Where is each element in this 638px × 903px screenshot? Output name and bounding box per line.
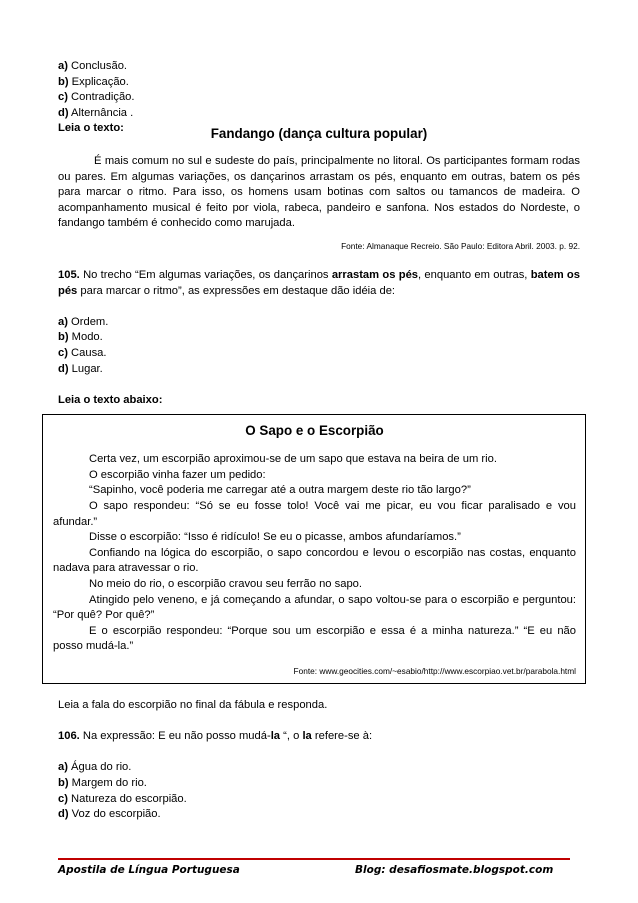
q106-option-d: d) Voz do escorpião. — [58, 808, 161, 821]
fable-line: E o escorpião respondeu: “Porque sou um escorpião e essa é a minha natureza.” “E eu não posso mudá-la.” — [53, 624, 576, 653]
footer-divider — [58, 858, 570, 860]
q104-option-b: b) Explicação. — [58, 75, 129, 88]
fable-line: O sapo respondeu: “Só se eu fosse tolo! Você vai me picar, eu vou ficar paralisado e vou afundar.” — [53, 500, 576, 528]
q104-option-a: a) Conclusão. — [58, 60, 128, 72]
fable-line: “Sapinho, você poderia me carregar até a outra margem deste rio tão largo?” — [89, 484, 471, 497]
q104-option-c: c) Contradição. — [58, 91, 135, 104]
q105-option-d: d) Lugar. — [58, 362, 103, 375]
fable-box — [42, 414, 586, 684]
read-text-label: Leia o texto: — [58, 122, 124, 135]
document-page — [53, 59, 580, 823]
text2-source: Fonte: www.geocities.com/~esabio/http://www.escorpiao.vet.br/parabola.html — [293, 666, 576, 676]
fable-line: No meio do rio, o escorpião cravou seu ferrão no sapo. — [89, 578, 363, 591]
q106-option-c: c) Natureza do escorpião. — [58, 792, 187, 805]
fable-line: Disse o escorpião: “Isso é ridículo! Se eu o picasse, ambos afundaríamos.” — [89, 531, 461, 544]
fable-line: O escorpião vinha fazer um pedido: — [89, 468, 266, 481]
text1-source: Fonte: Almanaque Recreio. São Paulo: Editora Abril. 2003. p. 92. — [341, 240, 580, 251]
text1-title: Fandango (dança cultura popular) — [210, 125, 428, 141]
fable-line: Confiando na lógica do escorpião, o sapo concordou e levou o escorpião nas costas, enquanto nadava para atravessar o rio. — [53, 546, 576, 575]
footer-right-text: Blog: desafiosmate.blogspot.com — [355, 864, 554, 876]
text2-title: O Sapo e o Escorpião — [245, 423, 384, 439]
q104-option-d: d) Alternância . — [58, 106, 134, 119]
instruction: Leia a fala do escorpião no final da fábula e responda. — [58, 699, 328, 711]
q106-question: 106. Na expressão: E eu não posso mudá-la “, o la refere-se à: — [58, 730, 373, 743]
q105-option-b: b) Modo. — [58, 331, 103, 344]
q106-option-a: a) Água do rio. — [58, 761, 132, 774]
fable-line: Certa vez, um escorpião aproximou-se de um sapo que estava na beira de um rio. — [89, 453, 497, 466]
q105-question: 105. No trecho “Em algumas variações, os dançarinos arrastam os pés, enquanto em outras, batem os pés para marcar o ritmo”, as expressões em destaque dão idéia de: — [58, 268, 580, 297]
q105-option-a: a) Ordem. — [58, 315, 109, 328]
text1-body: É mais comum no sul e sudeste do país, principalmente no litoral. Os participantes formam rodas ou pares. Em algumas variações, os dançarinos arrastam os pés, enquanto em outras, batem os pés para marcar o ritmo. Para isso, os homens usam botinas com saltos ou tamancos de madeira. O acompanhamento musical é feito por viola, rabeca, pandeiro e sanfona. Nos estados do Nordeste, o fandango também é conhecido como marujada. — [58, 154, 580, 230]
fable-line: Atingido pelo veneno, e já começando a afundar, o sapo voltou-se para o escorpião e perguntou: “Por quê? Por quê?” — [53, 593, 576, 622]
read-text-below-label: Leia o texto abaixo: — [58, 393, 163, 406]
footer-left-text: Apostila de Língua Portuguesa — [58, 864, 240, 876]
q106-option-b: b) Margem do rio. — [58, 776, 147, 789]
q105-option-c: c) Causa. — [58, 346, 107, 359]
